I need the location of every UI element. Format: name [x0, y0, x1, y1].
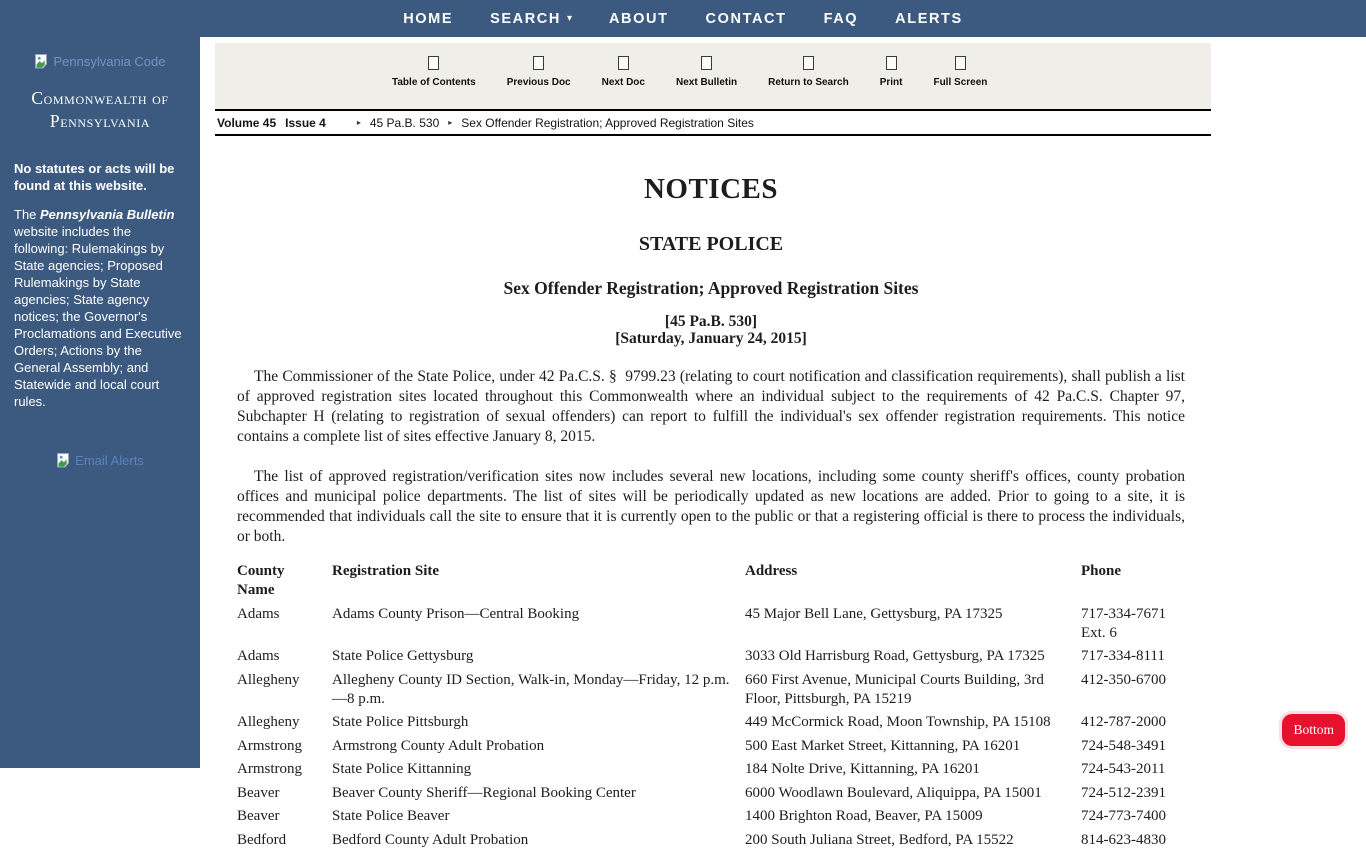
nav-alerts-label: ALERTS [895, 10, 963, 27]
print-icon [886, 56, 897, 70]
pennsylvania-bulletin-emphasis: Pennsylvania Bulletin [40, 207, 175, 222]
cell-site: State Police Kittanning [332, 761, 472, 777]
cell-county: Beaver [237, 808, 280, 824]
cell-address: 45 Major Bell Lane, Gettysburg, PA 17325 [745, 605, 1003, 622]
nav-faq[interactable] [824, 11, 859, 27]
toolbar-full-screen[interactable] [933, 56, 987, 109]
toolbar-label: Previous Doc [506, 77, 571, 88]
commonwealth-heading: Commonwealth of Pennsylvania [31, 88, 169, 131]
toolbar-label: Table of Contents [392, 77, 476, 88]
nav-home[interactable] [403, 11, 453, 27]
nav-alerts[interactable] [895, 11, 963, 27]
cell-phone: 717-334-7671 Ext. 6 [1081, 605, 1166, 641]
cell-county: Bedford [237, 831, 287, 848]
document-content [215, 136, 1211, 853]
cell-county: Beaver [237, 784, 280, 801]
table-row [237, 646, 1189, 670]
table-row [237, 603, 1189, 646]
table-header-row [237, 562, 1189, 603]
top-navigation [0, 0, 1366, 37]
column-header-county: County Name [237, 563, 285, 598]
table-of-contents-icon [428, 56, 439, 70]
broken-image-icon [56, 452, 72, 469]
cell-county: Armstrong [237, 761, 302, 777]
toolbar-label: Return to Search [768, 77, 849, 88]
registration-sites-table [237, 562, 1189, 853]
toolbar-label: Next Doc [601, 77, 645, 88]
cell-phone: 724-548-3491 [1081, 737, 1166, 754]
table-row [237, 759, 1189, 783]
toolbar-previous-doc[interactable] [507, 56, 571, 109]
citation-date: [Saturday, January 24, 2015] [615, 330, 807, 347]
breadcrumb-volume: Volume 45 [217, 115, 277, 130]
agency-heading: STATE POLICE [638, 233, 784, 255]
paragraph: The Commissioner of the State Police, under 42 Pa.C.S. § 9799.23 (relating to court notification and classification requirements), shall publish a list of approved registration sites located throughout this Commonwealth where an individual subject to the requirements of 42 Pa.C.S. Chapter 97, Subchapter H (relating to registration of sexual offenders) can report to fulfill the individual's sex offender registration requirements. This notice contains a complete list of sites effective January 8, 2015. [237, 368, 1185, 445]
cell-site: Armstrong County Adult Probation [332, 737, 545, 754]
document-title: Sex Offender Registration; Approved Registration Sites [503, 278, 919, 298]
cell-county: Adams [237, 648, 280, 664]
column-header-phone: Phone [1081, 563, 1122, 579]
email-alerts-link[interactable] [0, 452, 200, 469]
cell-phone: 412-787-2000 [1081, 714, 1166, 730]
sidebar-description: The Pennsylvania Bulletin website includes the following: Rulemakings by State agencies; Proposed Rulemakings by State agencies; State agency notices; the Governor's Proclamations and Executive Orders; Actions by the General Assembly; and Statewide and local court rules. [14, 207, 182, 409]
document-toolbar [215, 43, 1211, 111]
toolbar-table-of-contents[interactable] [392, 56, 476, 109]
column-header-address: Address [745, 563, 798, 579]
nav-search[interactable] [490, 11, 572, 27]
cell-site: State Police Gettysburg [332, 648, 474, 664]
toolbar-return-to-search[interactable] [768, 56, 849, 109]
citation: [45 Pa.B. 530] [664, 313, 758, 330]
toolbar-next-doc[interactable] [602, 56, 645, 109]
cell-site: Adams County Prison—Central Booking [332, 605, 580, 622]
cell-phone: 814-623-4830 [1081, 831, 1166, 848]
nav-contact-label: CONTACT [705, 10, 787, 27]
cell-site: Allegheny County ID Section, Walk-in, Monday—Friday, 12 p.m.—8 p.m. [332, 671, 730, 707]
cell-site: Bedford County Adult Probation [332, 831, 529, 848]
breadcrumb-arrow-icon: ▸ [356, 118, 361, 127]
cell-address: 3033 Old Harrisburg Road, Gettysburg, PA 17325 [745, 648, 1045, 664]
toolbar-label: Next Bulletin [675, 77, 738, 88]
nav-home-label: HOME [403, 10, 454, 27]
breadcrumb-title: Sex Offender Registration; Approved Registration Sites [461, 115, 754, 130]
toolbar-next-bulletin[interactable] [676, 56, 737, 109]
table-row [237, 782, 1189, 806]
table-row [237, 829, 1189, 853]
breadcrumb [215, 111, 1211, 136]
cell-address: 184 Nolte Drive, Kittanning, PA 16201 [745, 761, 980, 777]
toolbar-print[interactable] [880, 56, 903, 109]
cell-county: Armstrong [237, 737, 302, 754]
nav-about-label: ABOUT [608, 10, 669, 27]
chevron-down-icon: ▾ [566, 13, 572, 24]
pennsylvania-code-label: Pennsylvania Code [53, 54, 166, 69]
registration-table-body [237, 603, 1189, 853]
cell-site: State Police Pittsburgh [332, 714, 469, 730]
breadcrumb-arrow-icon: ▸ [448, 118, 453, 127]
nav-contact[interactable] [706, 11, 787, 27]
next-bulletin-icon [701, 56, 712, 70]
table-row [237, 806, 1189, 830]
table-row [237, 735, 1189, 759]
full-screen-icon [955, 56, 966, 70]
toolbar-label: Print [879, 77, 903, 88]
cell-phone: 724-773-7400 [1081, 808, 1166, 824]
main-column [215, 37, 1211, 848]
section-heading: NOTICES [643, 173, 779, 205]
cell-phone: 412-350-6700 [1081, 671, 1166, 688]
cell-address: 200 South Juliana Street, Bedford, PA 15522 [745, 831, 1014, 848]
return-to-search-icon [803, 56, 814, 70]
nav-faq-label: FAQ [823, 10, 859, 27]
breadcrumb-doc: 45 Pa.B. 530 [369, 115, 440, 130]
bottom-button[interactable]: Bottom [1282, 714, 1345, 746]
toolbar-label: Full Screen [933, 77, 988, 88]
sidebar [0, 37, 200, 768]
cell-phone: 724-543-2011 [1081, 761, 1166, 777]
cell-county: Allegheny [237, 671, 300, 688]
broken-image-icon [34, 53, 50, 70]
next-doc-icon [618, 56, 629, 70]
cell-site: Beaver County Sheriff—Regional Booking Center [332, 784, 636, 801]
cell-phone: 724-512-2391 [1081, 784, 1166, 801]
breadcrumb-issue: Issue 4 [285, 115, 326, 130]
previous-doc-icon [533, 56, 544, 70]
pennsylvania-code-link[interactable] [0, 53, 200, 70]
paragraph: The list of approved registration/verification sites now includes several new locations, including some county sheriff's offices, county probation offices and municipal police departments. The list of sites will be periodically updated as new locations are added. Prior to going to a site, it is recommended that individuals call the site to ensure that it is currently open to the public or that a registering official is there to process the individuals, or both. [237, 468, 1185, 545]
column-header-site: Registration Site [332, 563, 440, 579]
cell-address: 6000 Woodlawn Boulevard, Aliquippa, PA 15001 [745, 784, 1042, 801]
cell-address: 449 McCormick Road, Moon Township, PA 15108 [745, 714, 1051, 730]
nav-search-label: SEARCH [490, 10, 561, 27]
sidebar-notice: No statutes or acts will be found at this website. [14, 161, 175, 193]
cell-site: State Police Beaver [332, 808, 450, 824]
cell-county: Adams [237, 605, 280, 622]
email-alerts-label: Email Alerts [75, 453, 144, 468]
cell-phone: 717-334-8111 [1081, 648, 1165, 664]
cell-address: 500 East Market Street, Kittanning, PA 16201 [745, 737, 1021, 754]
cell-address: 1400 Brighton Road, Beaver, PA 15009 [745, 808, 983, 824]
nav-about[interactable] [609, 11, 669, 27]
cell-address: 660 First Avenue, Municipal Courts Building, 3rd Floor, Pittsburgh, PA 15219 [745, 671, 1044, 707]
table-row [237, 669, 1189, 712]
table-row [237, 712, 1189, 736]
cell-county: Allegheny [237, 714, 300, 730]
